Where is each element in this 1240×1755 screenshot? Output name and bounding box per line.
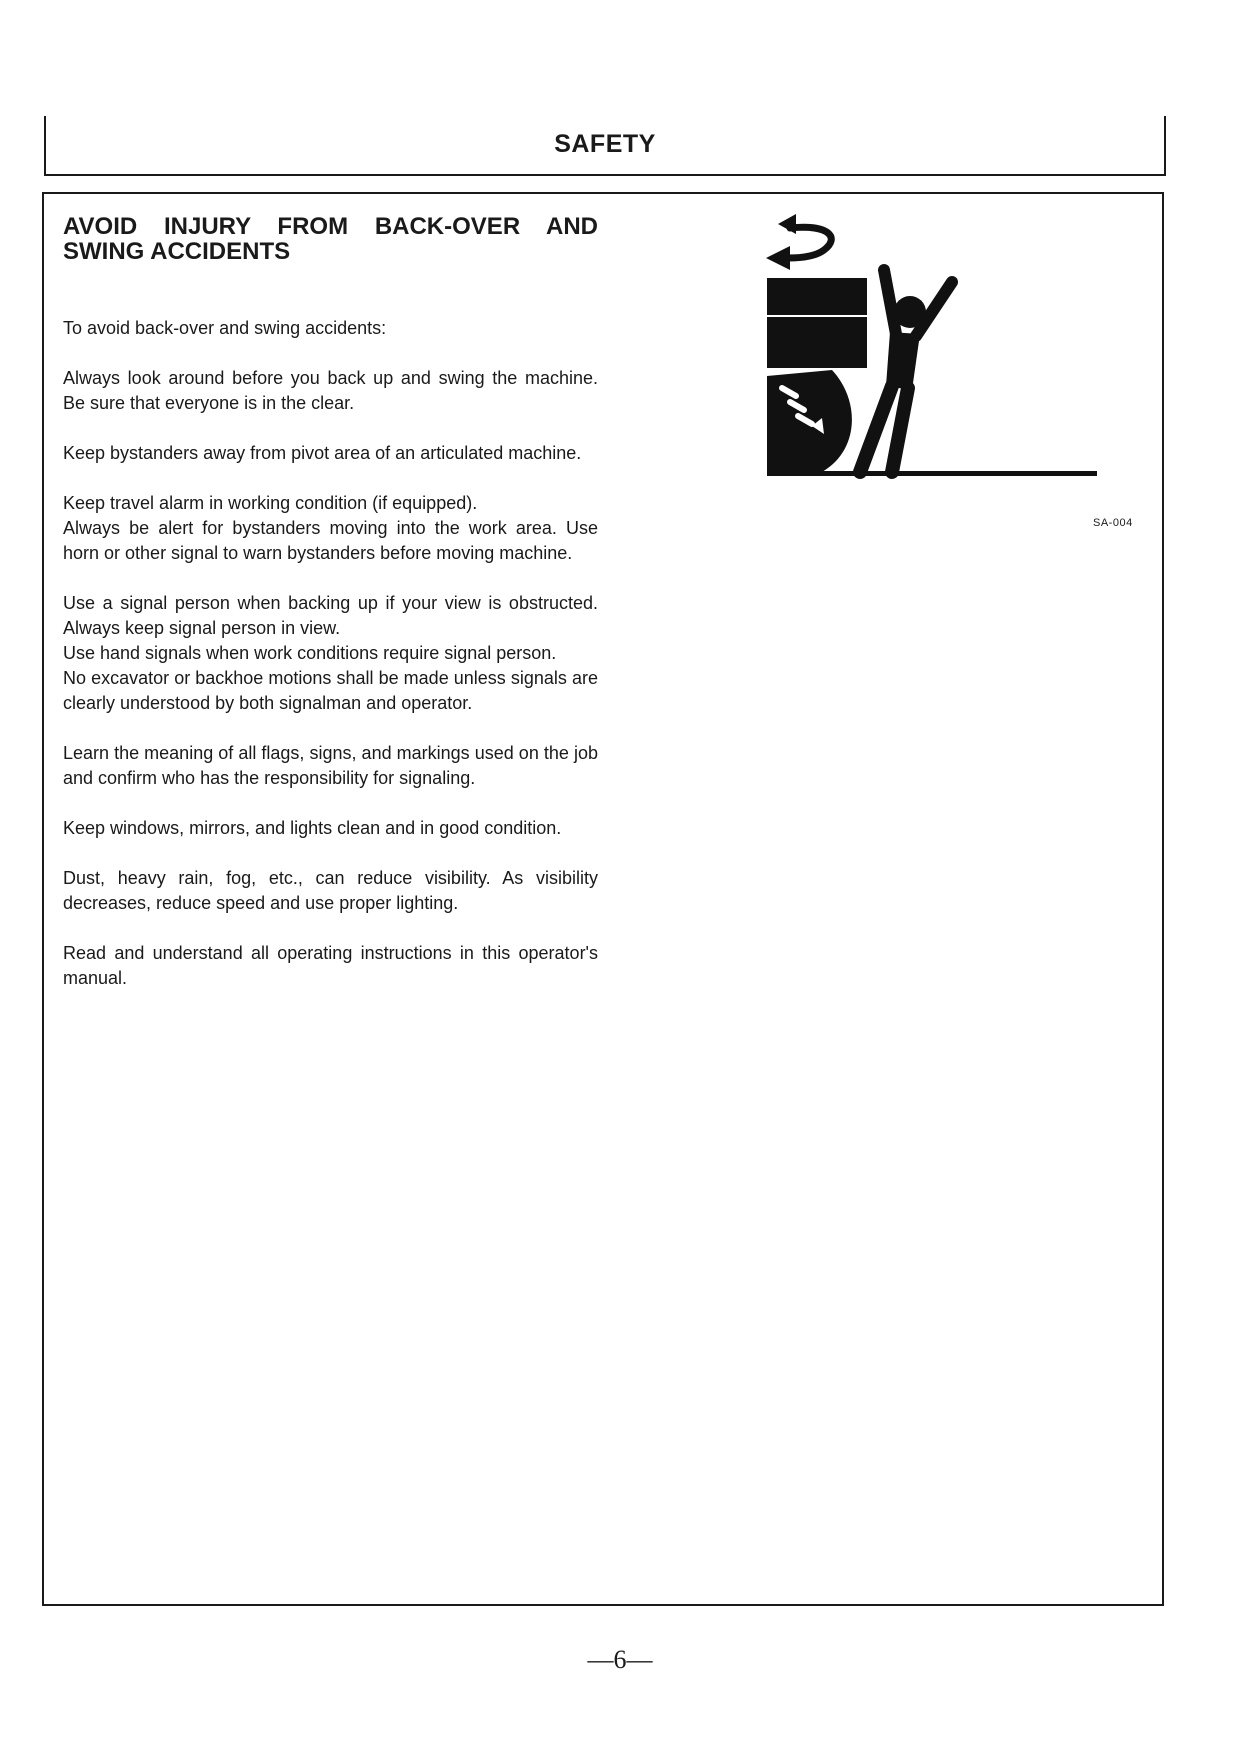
article [63,214,598,1016]
section-header [44,116,1166,176]
paragraph [63,816,598,841]
rotation-arrowhead [766,246,790,270]
paragraph-line: No excavator or backhoe motions shall be made unless signals are clearly understood by both signalman and operator. [63,668,598,713]
paragraph-line: Keep travel alarm in working condition (if equipped). [63,493,478,513]
paragraph-line: Always look around before you back up and swing the machine. Be sure that everyone is in the clear. [63,368,598,413]
back-over-swing-hazard-icon [720,210,1100,488]
person-arm-left [884,270,896,334]
article-title: AVOID INJURY FROM BACK-OVER AND SWING ACCIDENTS [63,213,598,265]
machine-upper [767,278,867,316]
paragraph [63,741,598,791]
paragraph-line: Keep windows, mirrors, and lights clean and in good condition. [63,818,562,838]
paragraph [63,941,598,991]
paragraph-line: Keep bystanders away from pivot area of an articulated machine. [63,443,582,463]
paragraph [63,491,598,566]
figure-code: SA-004 [1093,517,1133,529]
paragraph-line: Learn the meaning of all flags, signs, and markings used on the job and confirm who has the responsibility for signaling. [63,743,598,788]
paragraph-line: Read and understand all operating instructions in this operator's manual. [63,943,598,988]
paragraph [63,866,598,916]
paragraph [63,366,598,416]
paragraph-line: Dust, heavy rain, fog, etc., can reduce visibility. As visibility decreases, reduce speed and use proper lighting. [63,868,598,913]
section-title: SAFETY [554,130,656,158]
person-leg-left [860,386,892,472]
paragraph-line: Use a signal person when backing up if your view is obstructed. Always keep signal person in view. [63,593,598,638]
paragraph [63,441,598,466]
paragraph-line: Use hand signals when work conditions require signal person. [63,643,557,663]
paragraph [63,591,598,716]
page-number: —6— [587,1645,653,1674]
ground-line [767,471,1097,476]
machine-lower [767,316,867,368]
person-leg-right [892,388,908,472]
paragraph-line: Always be alert for bystanders moving into the work area. Use horn or other signal to warn bystanders before moving machine. [63,518,598,563]
intro-paragraph: To avoid back-over and swing accidents: [63,318,387,338]
content-panel [42,192,1164,1606]
